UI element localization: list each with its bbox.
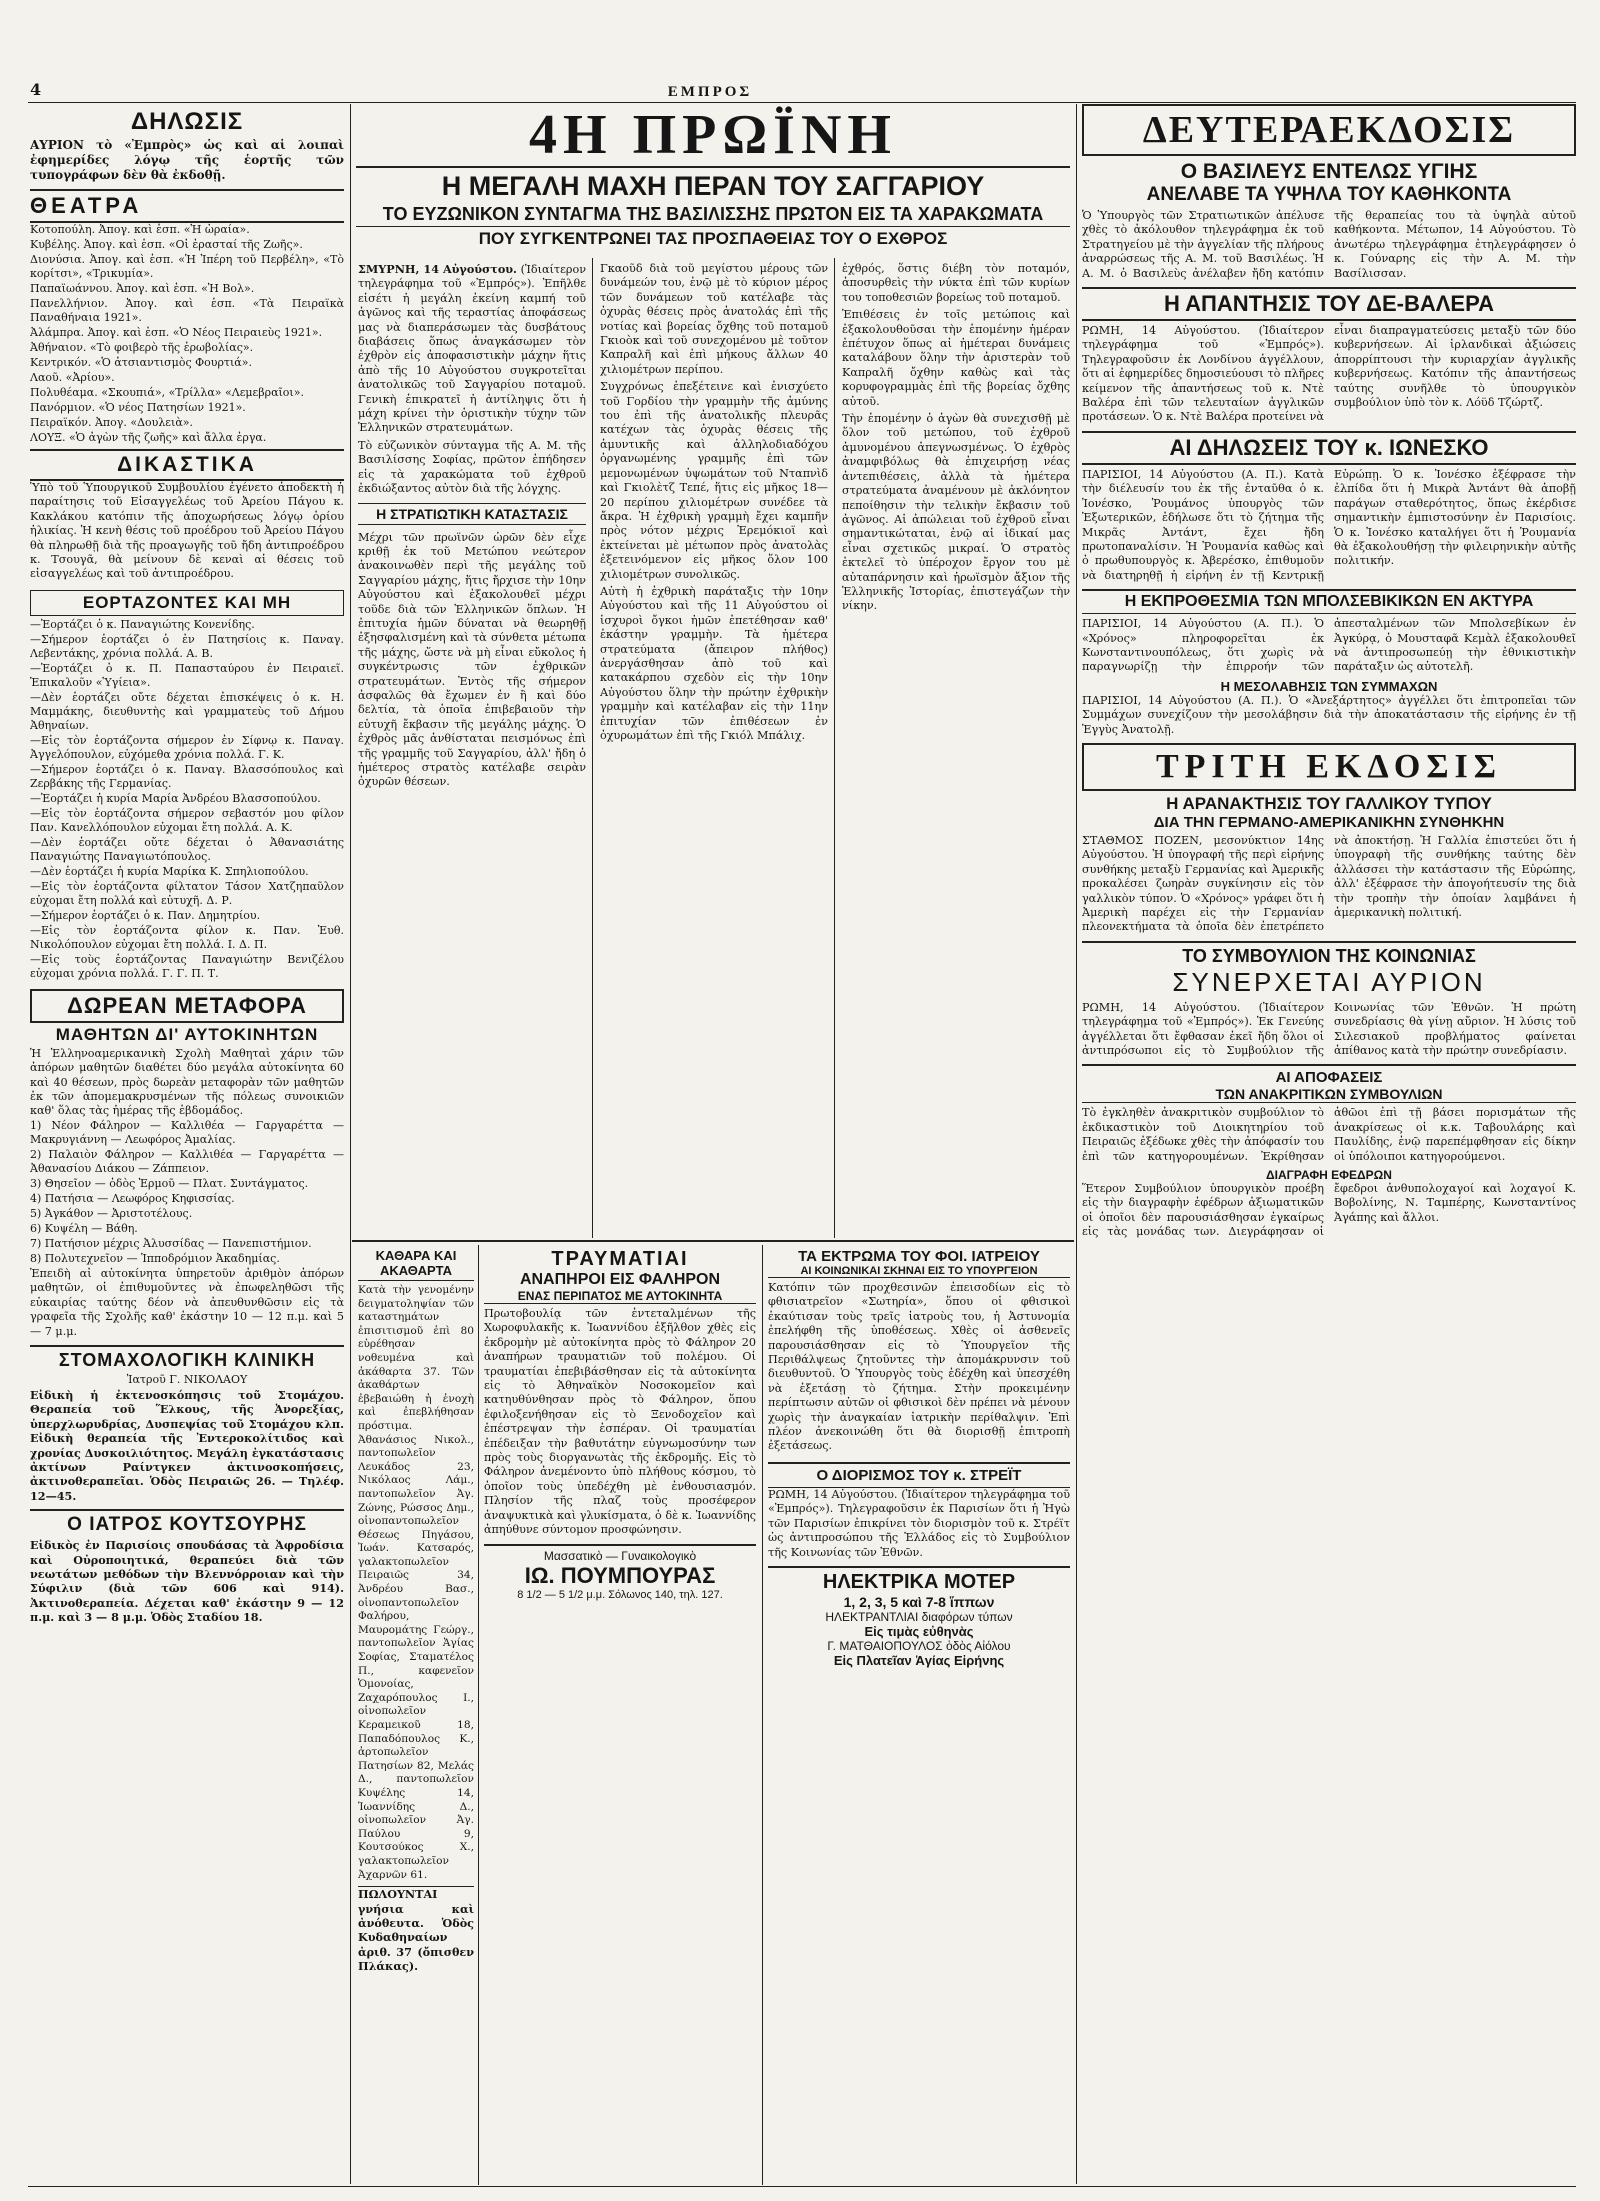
mesolog-text: ΠΑΡΙΣΙΟΙ, 14 Αὐγούστου (Α. Π.). Ὁ «Ἀνεξάρτητος» ἀγγέλλει ὅτι ἐπιτροπεῖαι τῶν Συμμάχων συνεχίζουν τὴν μεσολάβησιν διὰ τὴν ἀποκατάστασιν τῆς εἰρήνης ἐν τῇ Ἐγγὺς Ἀνατολῇ. xyxy=(1082,693,1576,736)
page-number: 4 xyxy=(30,80,42,99)
dorean-title: ΔΩΡΕΑΝ ΜΕΤΑΦΟΡΑ xyxy=(30,989,344,1023)
center-col2-text2: Συγχρόνως ἐπεξέτεινε καὶ ἐνισχύετο τοῦ Γορδίου τὴν γραμμὴν τῆς ἀμύνης του ἐπὶ τῆς ἀνατολικῆς πλευρᾶς κατέχων τὰς ὀχυρὰς θέσεις τῆς ἀμυντικῆς καὶ ἀλληλοδιαδόχου ὀργανωμένης γραμμῆς ἐπὶ τῶν μεμονωμένων ὑψωμάτων τοῦ Νταπνὶδ καὶ Γκιολὲτζ Τεπέ, ἥτις εἰς μῆκος 18—20 περίπου χιλιομέτρων συνέδεε τὰ ἄκρα. Ἡ ἐχθρικὴ γραμμὴ ἔχει καμπῆν πρὸς νότον μέχρις Ἐρεμόκιοϊ καὶ ἐκτείνεται μὲ μέτωπον πρὸς ἀνατολὰς ἐξετεινόμενον εἰς μῆκος ὅλον 100 χιλιομέτρων συνολικῶς. xyxy=(600,380,828,581)
king-text: Ὁ Ὑπουργὸς τῶν Στρατιωτικῶν ἀπέλυσε χθὲς τὸ ἀκόλουθον τηλεγράφημα ἐκ τοῦ Στρατηγείου μὲ τὴν ἀγγελίαν τῆς πλήρους ἀναρρώσεως τῆς Α. Μ. τοῦ Βασιλέως. Ἡ Α. Μ. ὁ Βασιλεὺς ἀνέλαβεν ἤδη κατόπιν τῆς θεραπείας του τὰ ὑψηλὰ αὐτοῦ καθήκοντα. Μέτωπον, 14 Αὐγούστου. Τὸ ἀνωτέρω τηλεγράφημα ἐτηλεγράφησεν ὁ κ. Γούναρης εἰς τὴν Α. Μ. τὴν Βασίλισσαν. xyxy=(1082,209,1576,280)
travmatiai-subtitle-2: ΕΝΑΣ ΠΕΡΙΠΑΤΟΣ ΜΕ ΑΥΤΟΚΙΝΗΤΑ xyxy=(484,1289,756,1304)
center-col3-text: ἐχθρός, ὅστις διέβη τὸν ποταμόν, ἀποσυρθεὶς τὴν νύκτα ἐπὶ τῶν κυρίων του τοποθεσιῶν βορείως τοῦ ποταμοῦ. xyxy=(842,262,1070,304)
column-rule xyxy=(350,104,351,2184)
route-item: 3) Θησεῖον — ὁδὸς Ἑρμοῦ — Πλατ. Συντάγματος. xyxy=(30,1176,309,1190)
route-item: 2) Παλαιὸν Φάληρον — Καλλιθέα — Γαργαρέττα — Ἀθανασίου Διάκου — Ζάππειον. xyxy=(30,1147,344,1175)
moter-line-3: Εἰς τιμὰς εὐθηνὰς xyxy=(864,1623,974,1639)
right-column xyxy=(1082,104,1576,2184)
nameday-item: —Δὲν ἑορτάζει οὔτε δέχεται ἐπισκέψεις ὁ κ. Η. Μαμμάκης, διευθυντὴς καὶ γραμματεὺς τοῦ Δήμου Ἀθηναίων. xyxy=(30,690,344,732)
dikastika-title: ΔΙΚΑΣΤΙΚΑ xyxy=(117,453,257,476)
diagrafi-text: Ἕτερον Συμβούλιον ὑπουργικὸν προέβη εἰς τὴν διαγραφὴν ἐφέδρων ἀξιωματικῶν οἱ ὁποῖοι δὲν παρουσιάσθησαν ἐγκαίρως εἰς τὰς μονάδας των. Διεγράφησαν οἱ ἔφεδροι ἀνθυπολοχαγοί καὶ λοχαγοί Κ. Βοβολίνης, Ν. Ταμπέρης, Κωνσταντίνος Ἀγάπης καὶ ἄλλοι. xyxy=(1082,1182,1576,1239)
nameday-item: —Δὲν ἑορτάζει ἡ κυρία Μαρίκα Κ. Σπηλιοπούλου. xyxy=(30,864,309,878)
route-item: 6) Κυψέλη — Βάθη. xyxy=(30,1221,138,1235)
column-rule xyxy=(834,258,835,1238)
center-subhead: Η ΣΤΡΑΤΙΩΤΙΚΗ ΚΑΤΑΣΤΑΣΙΣ xyxy=(358,503,586,525)
moter-line-4: Γ. ΜΑΤΘΑΙΟΠΟΥΛΟΣ ὁδὸς Αἰόλου xyxy=(827,1638,1011,1653)
dorean-subtitle: ΜΑΘΗΤΩΝ ΔΙ' ΑΥΤΟΚΙΝΗΤΩΝ xyxy=(55,1024,319,1044)
ektroma-title: ΤΑ ΕΚΤΡΩΜΑ ΤΟΥ ΦΟΙ. ΙΑΤΡΕΙΟΥ xyxy=(798,1248,1040,1265)
center-headline-1: Η ΜΕΓΑΛΗ ΜΑΧΗ ΠΕΡΑΝ ΤΟΥ ΣΑΓΓΑΡΙΟΥ xyxy=(441,171,985,201)
center-col2-text3: Αὐτὴ ἡ ἐχθρικὴ παράταξις τὴν 10ην Αὐγούστου καὶ τῆς 11 Αὐγούστου οἱ ἰσχυροὶ ὄγκοι ἡμῶν ἐπετέθησαν καθ' ἑκάστην γραμμὴν. Τὰ ἡμέτερα στρατεύματα (ἄπειρον πλήθος) ἀνεργάσθησαν ἀπὸ τοῦ καὶ κατακάρπου σχεδὸν εἰς τὴν 10ην Αὐγούστου ὅλην τὴν πρώτην ἐχθρικὴν γραμμὴν καὶ κατέλαβαν εἰς τὴν 11ην ἐπιτυχίαν τῶν ἐπιθέσεων ἐν ὀχυρωμάτων ἐπὶ τῆς Γκιόλ Μπάλιχ. xyxy=(600,584,828,742)
moter-sub: 1, 2, 3, 5 καὶ 7-8 ἵππων xyxy=(843,1593,995,1610)
theatre-listing: Παπαϊωάννου. Ἀπογ. καὶ ἑσπ. «Ἡ Βολ». xyxy=(30,282,255,295)
nameday-item: —Ἑορτάζει ὁ κ. Π. Παπασταύρου ἐν Πειραιεῖ. Ἐπικαλοῦν «Ὑγίεια». xyxy=(30,661,344,689)
katharta-text: Κατὰ τὴν γενομένην δειγματοληψίαν τῶν καταστημάτων ἐπισιτισμοῦ ἐπὶ 80 εὑρέθησαν νοθευμένα καὶ ἀκάθαρτα 37. Τῶν ἀκαθάρτων ἐβεβαιώθη ἡ ἐνοχὴ καὶ ἐπεβλήθησαν πρόστιμα. Ἀθανάσιος Νικολ., παντοπωλεῖον Λευκάδος 23, Νικόλαος Λάμ., παντοπωλεῖον Ἀγ. Ζώνης, Ρώσσος Δημ., οἰνοπαντοπωλεῖον Θέσεως Πηγάσου, Ἰωάν. Κατσαρός, γαλακτοπωλεῖον Πειραιῶς 34, Ἀνδρέου Βασ., οἰνοπαντοπωλεῖον Φαλήρου, Μαυρομάτης Γεώργ., παντοπωλεῖον Ἁγίας Σοφίας, Σταματέλος Π., καφενεῖον Ὁμονοίας, Ζαχαρόπουλος Ι., οἰνοπωλεῖον Κεραμεικοῦ 18, Παπαδόπουλος Κ., ἀρτοπωλεῖον Πατησίων 82, Μελάς Δ., παντοπωλεῖον Κυψέλης 14, Ἰωαννίδης Δ., οἰνοπωλεῖον Ἀγ. Παύλου 9, Κουτσούκος Χ., γαλακτοπωλεῖον Ἀχαρνῶν 61. xyxy=(358,1284,474,1881)
stomach-text: Εἰδικὴ ἡ ἐκτενοσκόπησις τοῦ Στομάχου. Θεραπεία τοῦ Ἕλκους, τῆς Ἀνορεξίας, ὑπερχλωρυδρίας, Δυσπεψίας τοῦ Στομάχου κλπ. Εἰδικὴ θεραπεία τῆς Ἐντεροκολίτιδος καὶ χρονίας Δυσκοιλιότητος. Μεγάλη ἐγκατάστασις ἀκτίνων Ραίντγκεν ἀκτινοσκοπήσεις, ἀκτινοθεραπεῖαι. Ὁδὸς Πειραιῶς 26. — Τηλέφ. 12—45. xyxy=(30,1387,344,1503)
nameday-item: —Εἰς τὸν ἑορτάζοντα σήμερον ἐν Σίφνῳ κ. Παναγ. Ἀγγελόπουλον, εὐχόμεθα χρόνια πολλά. Γ. Κ. xyxy=(30,733,344,761)
dilosis-text: ΑΥΡΙΟΝ τὸ «Ἐμπρὸς» ὡς καὶ αἱ λοιπαὶ ἐφημερίδες λόγῳ τῆς ἑορτῆς τῶν τυπογράφων δὲν θὰ ἐκδοθῇ. xyxy=(30,138,344,182)
apofaseis-headline-2: ΤΩΝ ΑΝΑΚΡΙΤΙΚΩΝ ΣΥΜΒΟΥΛΙΩΝ xyxy=(1082,1086,1576,1103)
center-giant-title: 4Η ΠΡΩΪΝΗ xyxy=(356,104,1070,168)
katharta-title: ΚΑΘΑΡΑ ΚΑΙ ΑΚΑΘΑΡΤΑ xyxy=(358,1248,474,1281)
center-col2-text: Γκαοῦδ διὰ τοῦ μεγίστου μέρους τῶν δυνάμεών του, ἐνῷ μὲ τὸ κύριον μέρος τῶν δυνάμεων τοῦ κατέλαβε τὰς ὀχυρὰς θέσεις πρὸς ἀνατολάς ἐπὶ τῆς νοτίας καὶ βορείας ὄχθης τοῦ ποταμοῦ Γκιοὸκ καὶ τοῦ συνεχομένου μὲ τοῦτον Καπραλῆ καὶ ἐπὶ μήκους ἄλλων 40 χιλιομέτρων περίπου. xyxy=(600,262,828,376)
column-rule xyxy=(478,1245,479,2185)
center-col-3 xyxy=(842,262,1070,1237)
theatre-listing: Πανόρμιον. «Ὁ νέος Πατησίων 1921». xyxy=(30,401,246,414)
center-col3-text2: Ἐπιθέσεις ἐν τοῖς μετώποις καὶ ἐξακολουθοῦσαι τὴν ἑπομένην ἡμέραν ἐπέτυχον ὅπως αἱ ἡμέτεραι δυνάμεις καταλάβουν ὅλην τὴν ἀριστερὰν τοῦ Καπραλῆ ὄχθην καθὼς καὶ τὰς κορυφογραμμὰς ἐπὶ τῆς βορείας ὄχθης αὐτοῦ. xyxy=(842,308,1070,408)
travmatiai-block xyxy=(484,1248,756,2183)
mesolog-title: Η ΜΕΣΟΛΑΒΗΣΙΣ ΤΩΝ ΣΥΜΜΑΧΩΝ xyxy=(1220,678,1438,694)
center-dateline: ΣΜΥΡΝΗ, 14 Αὐγούστου. xyxy=(358,262,517,276)
center-headline-block xyxy=(356,104,1070,254)
symvoulio-headline-2: ΣΥΝΕΡΧΕΤΑΙ ΑΥΡΙΟΝ xyxy=(1172,966,1486,997)
king-headline-1: Ο ΒΑΣΙΛΕΥΣ ΕΝΤΕΛΩΣ ΥΓΙΗΣ xyxy=(1180,160,1478,183)
dilosis-title: ΔΗΛΩΣΙΣ xyxy=(130,108,244,135)
dorean-routes xyxy=(30,1119,344,1266)
theatre-listing: Διονύσια. Ἀπογ. καὶ ἑσπ. «Ἡ Ἰπέρη τοῦ Περβέλη», «Τὸ κορίτσι», «Τρικυμία». xyxy=(30,253,344,280)
moter-line-2: ΗΛΕΚΤΡΑΝΤΛΙΑΙ διαφόρων τύπων xyxy=(825,1609,1013,1624)
theatre-listing: Κυβέλης. Ἀπογ. καὶ ἑσπ. «Οἱ ἐρασταί τῆς Ζωῆς». xyxy=(30,238,303,251)
deutera-title: ΔΕΥΤΕΡΑΕΚΔΟΣΙΣ xyxy=(1082,104,1576,156)
dikastika-box xyxy=(30,449,344,481)
center-col3-text3: Τὴν ἑπομένην ὁ ἀγὼν θὰ συνεχισθῇ μὲ ὅλον τοῦ μετώπου, τοῦ ἐχθροῦ ἀμυνομένου ἀπεγνωσμένως. Ὁ ἐχθρὸς ἀναμφιβόλως θὰ ἐπιχειρήσῃ νέας ἀντεπιθέσεις, ἀλλὰ τὰ ἡμέτερα στρατεύματα ἀναμένουν μὲ ἀκλόνητον πεποίθησιν τὴν τελικὴν ἔκβασιν τοῦ ἀγῶνος. Αἱ ἀπώλειαι τοῦ ἐχθροῦ εἶναι σημαντικώταται, ἐνῷ αἱ ἰδικαί μας εἶναι σχετικῶς μικραί. Ὁ στρατὸς ἐκτελεῖ τὸ ὑπέροχον ἔργον του μὲ αὐταπάρνησιν καὶ ἡρωϊσμὸν ἄξιον τῆς Ἑλληνικῆς Ἱστορίας, ἐπιστεγάζων τὴν νίκην. xyxy=(842,412,1070,613)
aktyra-text: ΠΑΡΙΣΙΟΙ, 14 Αὐγούστου (Α. Π.). Ὁ «Χρόνος» πληροφορεῖται ἐκ Κωνσταντινουπόλεως, ὅτι χωρὶς νὰ παραγνωρίζῃ τὴν ἐπιρροήν τῶν ἀπεσταλμένων τῶν Μπολσεβίκων ἐν Ἀγκύρᾳ, ὁ Μουσταφᾶ Κεμὰλ ἐξακολουθεῖ νὰ ἀντιπροσωπεύῃ τὴν ἐθνικιστικὴν παράταξιν ὡς αὐτοτελῆ. xyxy=(1082,617,1576,674)
ektroma-block xyxy=(768,1248,1070,2183)
eortazontes-list xyxy=(30,618,344,981)
theatre-listing: Πειραϊκόν. Ἀπογ. «Δουλειὰ». xyxy=(30,416,193,429)
dorean-text: Ἡ Ἑλληνοαμερικανικὴ Σχολὴ Μαθηταὶ χάριν τῶν ἀπόρων μαθητῶν διαθέτει δύο μεγάλα αὐτοκίνητα 60 καὶ 40 θέσεων, πρὸς δωρεὰν μεταφορὰν τῶν μαθητῶν ἐκ τῶν ἀπομεμακρυσμένων τῆς πόλεως συνοικιῶν καθ' ὅλας τὰς ἡμέρας τῆς ἑβδομάδος. xyxy=(30,1046,344,1118)
theatra-list xyxy=(30,223,344,445)
column-rule xyxy=(762,1245,763,2185)
aktyra-title: Η ΕΚΠΡΟΘΕΣΜΙΑ ΤΩΝ ΜΠΟΛΣΕΒΙΚΙΚΩΝ ΕΝ ΑΚΤΥΡΑ xyxy=(1082,589,1576,614)
center-col-1 xyxy=(358,262,586,1237)
column-rule xyxy=(1076,104,1077,2184)
triti-title: ΤΡΙΤΗ ΕΚΔΟΣΙΣ xyxy=(1082,743,1576,791)
nameday-item: —Σήμερον ἑορτάζει ὁ ἐν Πατησίοις κ. Παναγ. Λεβεντάκης, χρόνια πολλά. Α. Β. xyxy=(30,632,344,660)
nameday-item: —Εἰς τὸν ἑορτάζοντα φίλον κ. Παν. Ἐυθ. Νικολόπουλον εὐχομαι ἔτη πολλά. Ι. Δ. Π. xyxy=(30,923,344,951)
center-col-2 xyxy=(600,262,828,1237)
symvoulio-headline-1: ΤΟ ΣΥΜΒΟΥΛΙΟΝ ΤΗΣ ΚΟΙΝΩΝΙΑΣ xyxy=(1082,941,1576,967)
route-item: 7) Πατήσιον μέχρις Ἀλυσσίδας — Πανεπιστήμιον. xyxy=(30,1236,312,1250)
nameday-item: —Ἑορτάζει ἡ κυρία Μαρία Ἀνδρέου Βλασσοπούλου. xyxy=(30,791,321,805)
galliko-headline-1: Η ΑΡΑΝΑΚΤΗΣΙΣ ΤΟΥ ΓΑΛΛΙΚΟΥ ΤΥΠΟΥ xyxy=(1166,793,1492,813)
nameday-item: —Σήμερον ἑορτάζει ὁ κ. Παν. Δημητρίου. xyxy=(30,908,261,922)
route-item: 5) Ἀγκάθον — Ἀριστοτέλους. xyxy=(30,1206,193,1220)
galliko-text: ΣΤΑΘΜΟΣ ΠΟΖΕΝ, μεσονύκτιον 14ης Αὐγούστου. Ἡ ὑπογραφή τῆς περὶ εἰρήνης συνθήκης μεταξὺ Γερμανίας καὶ Ἀμερικῆς προκαλέσει ζωηρὰν συγκίνησιν εἰς τὸν γαλλικὸν τύπον. Ὁ «Χρόνος» γράφει ὅτι ἡ Ἀμερικὴ παρέχει εἰς τὴν Γερμανίαν πλεονεκτήματα τὰ ὁποῖα δὲν ἐπετρέπετο νὰ ἀποκτήσῃ. Ἡ Γαλλία ἐπιστεύει ὅτι ἡ ὑπογραφὴ τῆς συνθήκης ταύτης δὲν ἀλλάσσει τὴν κατάστασιν τῆς Εὐρώπης, ἀλλ' ἐξέφρασε τὴν ἀπογοήτευσίν της διὰ τὴν τροπὴν τὴν ὁποίαν λαμβάνει ἡ ἀμερικανικὴ πολιτική. xyxy=(1082,833,1576,934)
theatre-listing: ΛΟΥΞ. «Ὁ ἀγὼν τῆς ζωῆς» καὶ ἄλλα ἐργα. xyxy=(30,431,267,444)
nameday-item: —Σήμερον ἑορτάζει ὁ κ. Παναγ. Βλασσόπουλος καὶ Ζερβάκης τῆς Γερμανίας. xyxy=(30,762,344,790)
top-rule xyxy=(28,102,1576,103)
theatre-listing: Πολυθέαμα. «Σκουπιά», «Τρίλλα» «Λεμεβραῖοι». xyxy=(30,386,304,399)
apofaseis-text: Τὸ ἐγκληθὲν ἀνακριτικὸν συμβούλιον τὸ ἐκδικαστικὸν τοῦ Διοικητηρίου τοῦ Πειραιῶς ἐξέδωκε χθὲς τὴν ἀπόφασίν του ἐπὶ τῶν κατηγορουμένων. Ἐκρίθησαν ἀθῶοι ἐπὶ τῇ βάσει πορισμάτων τῆς ἀνακρίσεως οἱ κ.κ. Ταβουλάρης καὶ Παυλίδης, ἐνῷ παρεπέμφθησαν εἰς δίκην οἱ ὑπόλοιποι κατηγορούμενοι. xyxy=(1082,1106,1576,1163)
moter-line-5: Εἰς Πλατεῖαν Ἁγίας Εἰρήνης xyxy=(833,1652,1005,1668)
ionesko-title: ΑΙ ΔΗΛΩΣΕΙΣ ΤΟΥ κ. ΙΩΝΕΣΚΟ xyxy=(1082,431,1576,465)
pouboura-ad xyxy=(484,1544,756,1601)
theatre-listing: Πανελλήνιον. Ἀπογ. καὶ ἑσπ. «Τὰ Πειραϊκὰ Παναθήναια 1921». xyxy=(30,297,344,324)
route-item: 4) Πατήσια — Λεωφόρος Κηφισσίας. xyxy=(30,1191,235,1205)
center-headline-2: ΤΟ ΕΥΖΩΝΙΚΟΝ ΣΥΝΤΑΓΜΑ ΤΗΣ ΒΑΣΙΛΙΣΣΗΣ ΠΡΩΤΟΝ ΕΙΣ ΤΑ ΧΑΡΑΚΩΜΑΤΑ xyxy=(382,204,1044,224)
route-item: 8) Πολυτεχνεῖον — Ἱπποδρόμιον Ἀκαδημίας. xyxy=(30,1251,280,1265)
stomach-doctor: Ἰατροῦ Γ. ΝΙΚΟΛΑΟΥ xyxy=(126,1372,248,1386)
moter-ad xyxy=(768,1566,1070,1668)
dikastika-text: Ὑπὸ τοῦ Ὑπουργικοῦ Συμβουλίου ἐγένετο ἀποδεκτὴ ἡ παραίτησις τοῦ Εἰσαγγελέως τοῦ Ἀρείου Πάγου κ. Κακλάκου κατόπιν τῆς ἀποχωρήσεως λόγῳ ὁρίου ἡλικίας. Ἡ κενὴ θέσις τοῦ προέδρου τοῦ Ἀρείου Πάγου θὰ πληρωθῇ διὰ τῆς προαγωγῆς τοῦ ἤδη ἀντιπροέδρου κ. Τσουγᾶ, θὰ μείνουν δὲ κεναὶ αἱ θέσεις τοῦ εἰσαγγελέως καὶ τοῦ ἀντιπροέδρου. xyxy=(30,481,344,581)
center-col1-text2: Τὸ εὐζωνικὸν σύνταγμα τῆς Α. Μ. τῆς Βασιλίσσης Σοφίας, πρῶτον ἐπήδησεν εἰς τὰ χαρακώματα τοῦ ἐχθροῦ ἐκδιώξαντος αὐτὸν διὰ τῆς λόγχης. xyxy=(358,438,586,496)
pouboura-address: 8 1/2 — 5 1/2 μ.μ. Σόλωνος 140, τηλ. 127. xyxy=(517,1588,723,1601)
symvoulio-text: ΡΩΜΗ, 14 Αὐγούστου. (Ἰδιαίτερον τηλεγράφημα τοῦ «Ἐμπρός»). Ἐκ Γενεύης ἀγγέλλεται ὅτι ἔφθασαν ἐκεῖ ἤδη ὅλοι οἱ ἀντιπρόσωποι εἰς τὸ Συμβούλιον τῆς Κοινωνίας τῶν Ἐθνῶν. Ἡ πρώτη συνεδρίασις θὰ γίνῃ αὔριον. Ἡ λύσις τοῦ Σιλεσιακοῦ προβλήματος φαίνεται ἀπίθανος κατὰ τὴν πρώτην συνεδρίασιν. xyxy=(1082,1000,1576,1058)
apofaseis-headline-1: ΑΙ ΑΠΟΦΑΣΕΙΣ xyxy=(1082,1064,1576,1086)
ektroma-subtitle: ΑΙ ΚΟΙΝΩΝΙΚΑΙ ΣΚΗΝΑΙ ΕΙΣ ΤΟ ΥΠΟΥΡΓΕΙΟΝ xyxy=(768,1265,1070,1278)
diagrafi-title: ΔΙΑΓΡΑΦΗ ΕΦΕΔΡΩΝ xyxy=(1266,1168,1392,1183)
valera-text: ΡΩΜΗ, 14 Αὐγούστου. (Ἰδιαίτερον τηλεγράφημα τοῦ «Ἐμπρός»). Τηλεγραφοῦσιν ἐκ Λονδίνου ἀγγέλλουν, ὅτι αἱ ἐφημερίδες δημοσιεύουσι τὸ πλῆρες κείμενον τῆς ἀπαντήσεως τοῦ κ. Ντὲ Βαλέρα ἐπὶ τῶν τελευταίων ἀγγλικῶν προτάσεων. Ὁ κ. Ντὲ Βαλέρα προτείνει νὰ εἶναι διαπραγματεύσεις μεταξὺ τῶν δύο κυβερνήσεων. Αἱ ἰρλανδικαὶ ἀξιώσεις ἀπορρίπτουσι τὴν κυριαρχίαν ἀγγλικῆς κυβερνήσεως. Κατόπιν τῆς ἀπαντήσεως ταύτης συνῆλθε τὸ ὑπουργικὸν συμβούλιον ὑπὸ τὸν κ. Λόϋδ Τζώρτζ. xyxy=(1082,324,1576,424)
theatra-title: ΘΕΑΤΡΑ xyxy=(30,193,143,218)
koutsouris-title: Ο ΙΑΤΡΟΣ ΚΟΥΤΣΟΥΡΗΣ xyxy=(30,1509,344,1536)
travmatiai-text: Πρωτοβουλίᾳ τῶν ἐντεταλμένων τῆς Χωροφυλακῆς κ. Ἰωαννίδου ἐξῆλθον χθὲς εἰς ἐκδρομὴν μὲ αὐτοκίνητα πρὸς τὸ Φάληρον 20 ἀναπήρων τραυματιῶν τοῦ πολέμου. Οἱ τραυματίαι ἐπεβιβάσθησαν εἰς τὰ αὐτοκίνητα εἰς τὸ Ἀθηναϊκὸν Νοσοκομεῖον καὶ κατηυθύνθησαν πρὸς τὸ Φάληρον, ὅπου ἐφιλοξενήθησαν εἰς τὸ Ξενοδοχεῖον καὶ ἐπέστρεψαν τὴν ἑσπέραν. Οἱ τραυματίαι ἐπέδειξαν τὴν βαθυτάτην εὐγνωμοσύνην των πρὸς τοὺς διοργανωτὰς τῆς ἐκδρομῆς. Εἰς τὸ Φάληρον ἀνεμένοντο ὑπὸ πλήθους κόσμου, τὸ ὁποῖον τοὺς ὑπεδέχθη μὲ ἐνθουσιασμόν. Πλησίον τῆς πλαζ τοὺς προσέφερον ἀναψυκτικὰ καὶ γλυκίσματα, ὁ δὲ κ. Ἰωαννίδης ἀπηύθυνε σύντομον προσφώνησιν. xyxy=(484,1307,756,1537)
theatre-listing: Λαοῦ. «Ἀρίου». xyxy=(30,371,115,384)
katharta-block xyxy=(358,1248,474,2183)
katharta-footer: ΠΩΛΟΥΝΤΑΙ γνήσια καὶ ἀνόθευτα. Ὁδὸς Κυδαθηναίων ἀριθ. 37 (ὄπισθεν Πλάκας). xyxy=(358,1887,474,1974)
center-col1-text: (Ἰδιαίτερον τηλεγράφημα τοῦ «Ἐμπρός»). Ἐπῆλθε εἰσέτι ἡ μεγάλη ἐκείνη καμπή τοῦ ἀγῶνος καὶ τῆς τεραστίας ἀποφάσεως μας νὰ διαπεράσωμεν τὰς δυσβάτους διαβάσεις ὅπως ἀναγκάσωμεν τὸν ἐχθρὸν εἰς ἀποφασιστικὴν μάχην ἥτις ἀπὸ τῆς 10 Αὐγούστου συγκροτεῖται ἀνατολικῶς τοῦ Σαγγαρίου ποταμοῦ. Γενικὴ ἐπικρατεῖ ἡ ἀντίληψις ὅτι ἡ μάχη κρίνει τὴν ὁριστικὴν τύχην τῶν Ἑλληνικῶν στρατευμάτων. xyxy=(358,263,586,435)
ionesko-text: ΠΑΡΙΣΙΟΙ, 14 Αὐγούστου (Α. Π.). Κατὰ τὴν διέλευσίν του ἐκ τῆς ἐνταῦθα ὁ κ. Ἰονέσκο, Ῥουμάνος ὑπουργὸς τῶν Ἐξωτερικῶν, ἐδήλωσε ὅτι τὸ ζήτημα τῆς Μικρᾶς Ἀντάντ, ἔχει ἤδη πρωτοπαναλίσιν. Ἡ Ῥουμανία καθὼς καὶ ὁ πρωθυπουργὸς κ. Ἀβερέσκο, ἐπιθυμοῦν νὰ διατηρηθῇ ἡ εἰρήνη ἐν τῇ Κεντρικῇ Εὐρώπῃ. Ὁ κ. Ἰονέσκο ἐξέφρασε τὴν ἐλπίδα ὅτι ἡ Μικρὰ Ἀντάντ θὰ ἀποβῇ παράγων σταθερότητος, ὅπως ἐκέρδισε σημαντικὴν ἐμπιστοσύνην ἐν Παρισίοις. Ὁ κ. Ἰονέσκο καταλήγει ὅτι ἡ Ῥουμανία θὰ ἐξακολουθήσῃ τὴν φιλειρηνικὴν αὐτῆς πολιτικήν. xyxy=(1082,467,1576,582)
pouboura-name: ΙΩ. ΠΟΥΜΠΟΥΡΑΣ xyxy=(524,1562,716,1588)
stret-title: Ο ΔΙΟΡΙΣΜΟΣ ΤΟΥ κ. ΣΤΡΕΪΤ xyxy=(768,1462,1070,1488)
masthead: ΕΜΠΡΟΣ xyxy=(667,84,753,100)
king-headline-2: ΑΝΕΛΑΒΕ ΤΑ ΥΨΗΛΑ ΤΟΥ ΚΑΘΗΚΟΝΤΑ xyxy=(1146,184,1512,205)
center-headline-3: ΠΟΥ ΣΥΓΚΕΝΤΡΩΝΕΙ ΤΑΣ ΠΡΟΣΠΑΘΕΙΑΣ ΤΟΥ Ο ΕΧΘΡΟΣ xyxy=(356,226,1070,251)
theatra-box xyxy=(30,189,344,223)
center-col1-text3: Μέχρι τῶν πρωϊνῶν ὡρῶν δὲν εἶχε κριθῇ ἐκ τοῦ Μετώπου νεώτερον ἀνακοινωθὲν περὶ τῆς μεγάλης τοῦ Σαγγαρίου μάχης, ἥτις ἤρχισε τὴν 10ην Αὐγούστου καὶ ἐξακολουθεῖ μέχρι τοῦδε διὰ τῶν Ἑλληνικῶν ὅπλων. Ἡ ἐπιτυχία ἡμῶν δύναται νὰ θεωρηθῇ ἐξησφαλισμένη καὶ τὰ σύνθετα μέτωπα τῆς μάχης, ὥστε νὰ μὴ εἶναι εὔκολος ἡ συγκέντρωσις τῶν ἐχθρικῶν στρατευμάτων. Ἐντὸς τῆς σήμερον ἀσφαλῶς θὰ ἔχωμεν ἐν ἢ καὶ δύο δελτία, τὰ ὁποῖα ἐπιβεβαιοῦν τὴν εὐτυχῆ ἔκβασιν τῆς μεγάλης μάχης. Ὁ ἐχθρὸς μᾶς ἀνθίσταται πεισμόνως ἐπὶ τῆς γραμμῆς τοῦ Σαγγαρίου, ἀλλ' ἤδη ὁ ἡμέτερος στρατὸς κατέλαβε σειρὰν ὀχυρῶν θέσεων. xyxy=(358,530,586,789)
theatre-listing: Κοτοπούλη. Ἀπογ. καὶ ἑσπ. «Ἡ ὡραία». xyxy=(30,223,250,236)
theatre-listing: Κεντρικόν. «Ὁ ἀτσιαντισμὸς Φουρτιά». xyxy=(30,356,252,369)
theatre-listing: Ἀθήναιον. «Τὸ φοιβερὸ τῆς ἐρωβολίας». xyxy=(30,341,254,354)
dorean-footer: Ἐπειδὴ αἱ αὐτοκίνητα ὑπηρετοῦν ἀριθμὸν ἀπόρων μαθητῶν, οἱ ἐπιθυμοῦντες νὰ ἐπωφεληθῶσι τῆς εὐκαιρίας ταύτης δέον νὰ ἀπευθυνθῶσιν εἰς τὰ γραφεῖα τῆς Σχολῆς καθ' ἑκάστην 10 — 12 π.μ. καὶ 5 — 7 μ.μ. xyxy=(30,1266,344,1338)
nameday-item: —Εἰς τὸν ἑορτάζοντα σήμερον σεβαστόν μου φίλον Παν. Κανελλόπουλον εὐχομαι ἔτη πολλά. Α. Κ. xyxy=(30,806,344,834)
valera-title: Η ΑΠΑΝΤΗΣΙΣ ΤΟΥ ΔΕ-ΒΑΛΕΡΑ xyxy=(1082,287,1576,321)
ektroma-text: Κατόπιν τῶν προχθεσινῶν ἐπεισοδίων εἰς τὸ φθισιατρεῖον «Σωτηρία», ὅπου οἱ φθισικοὶ ἐκαύτισαν τοὺς τρεῖς ἰατροὺς του, ἡ Ἀστυνομία ἐπελήφθη τῆς ὑποθέσεως. Χθὲς οἱ ἀσθενεῖς παρουσιάσθησαν εἰς τὸ Ὑπουργεῖον τῆς Περιθάλψεως ζητοῦντες τὴν ἀπομάκρυνσιν τοῦ διευθυντοῦ. Ὁ Ὑπουργὸς τοὺς ἐδέχθη καὶ ὑπεσχέθη νὰ ἐξετάσῃ τὸ ζήτημα. Στὴν προκειμένην περίπτωσιν αὐτῶν οἱ φθισικοὶ δὲν πρέπει νὰ μένουν χωρὶς τὴν ἀναγκαίαν ἰατρικὴν περίθαλψιν. Ἐπὶ πλέον ἀνεκοινώθη ὅτι θὰ διορισθῇ ἐπιτροπὴ ἐξετάσεως. xyxy=(768,1281,1070,1453)
galliko-headline-2: ΔΙΑ ΤΗΝ ΓΕΡΜΑΝΟ-ΑΜΕΡΙΚΑΝΙΚΗΝ ΣΥΝΘΗΚΗΝ xyxy=(1153,813,1505,831)
travmatiai-title: ΤΡΑΥΜΑΤΙΑΙ xyxy=(551,1248,689,1270)
route-item: 1) Νέον Φάληρον — Καλλιθέα — Γαργαρέττα — Μακρυγιάννη — Λεωφόρος Ἀμαλίας. xyxy=(30,1118,344,1146)
travmatiai-subtitle: ΑΝΑΠΗΡΟΙ ΕΙΣ ΦΑΛΗΡΟΝ xyxy=(519,1271,721,1288)
left-column xyxy=(30,106,344,2186)
column-rule xyxy=(592,258,593,1238)
theatre-listing: Ἀλάμπρα. Ἀπογ. καὶ ἑσπ. «Ὁ Νέος Πειραιεὺς 1921». xyxy=(30,326,323,339)
nameday-item: —Εἰς τοὺς ἑορτάζοντας Παναγιώτην Βενιζέλου εὐχομαι χρόνια πολλά. Γ. Γ. Π. Τ. xyxy=(30,952,344,980)
nameday-item: —Δὲν ἑορτάζει οὔτε δέχεται ὁ Ἀθανασιάτης Παναγιώτης Παναγιωτόπουλος. xyxy=(30,835,344,863)
center-divider xyxy=(352,1240,1074,1242)
eortazontes-title: ΕΟΡΤΑΖΟΝΤΕΣ ΚΑΙ ΜΗ xyxy=(30,590,344,616)
bottom-rule xyxy=(28,2186,1576,2187)
pouboura-label: Μασσατικὸ — Γυναικολογικὸ xyxy=(543,1548,697,1563)
koutsouris-text: Εἰδικὸς ἐν Παρισίοις σπουδάσας τὰ Ἀφροδίσια καὶ Οὐροποιητικά, θεραπεύει διὰ τῶν νεωτάτων μεθόδων τὴν Βλεννόρροιαν καὶ τὴν Σύφιλιν (διὰ τῶν 606 καὶ 914). Ἀκτινοθεραπεία. Δέχεται καθ' ἑκάστην 9 — 12 π.μ. καὶ 3 — 8 μ.μ. Ὁδὸς Σταδίου 18. xyxy=(30,1538,344,1625)
moter-title: ΗΛΕΚΤΡΙΚΑ ΜΟΤΕΡ xyxy=(822,1570,1016,1593)
stret-text: ΡΩΜΗ, 14 Αὐγούστου. (Ἰδιαίτερον τηλεγράφημα τοῦ «Ἐμπρός»). Τηλεγραφοῦσιν ἐκ Παρισίων ὅτι ἡ Ἠγὼ τῶν Παρισίων ἐπικρίνει τὸν διορισμὸν τοῦ κ. Στρέϊτ ὡς ἀντιπροσώπου τῆς Ἑλλάδος εἰς τὸ Συμβούλιον τῆς Κοινωνίας τῶν Ἐθνῶν. xyxy=(768,1487,1070,1559)
stomach-title: ΣΤΟΜΑΧΟΛΟΓΙΚΗ ΚΛΙΝΙΚΗ xyxy=(30,1345,344,1371)
nameday-item: —Εἰς τὸν ἑορτάζοντα φίλτατον Τάσον Χατζηπαῦλον εὐχομαι ἔτη πολλά καὶ εὐτυχῆ. Δ. Ρ. xyxy=(30,879,344,907)
nameday-item: —Ἑορτάζει ὁ κ. Παναγιώτης Κονενίδης. xyxy=(30,617,255,631)
